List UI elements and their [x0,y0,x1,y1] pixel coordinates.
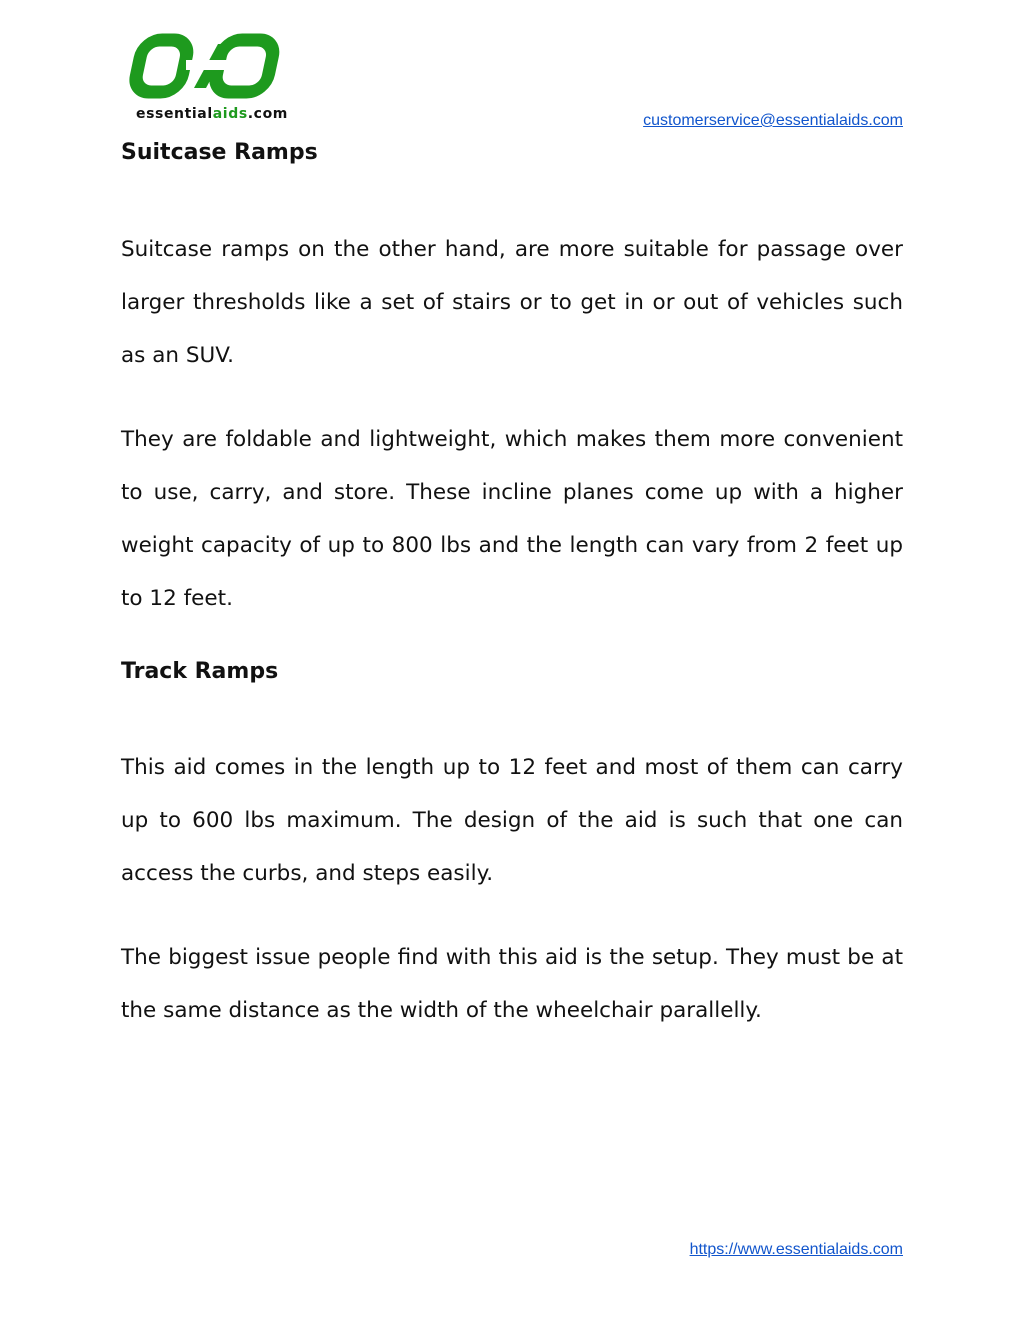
section-heading-track-ramps: Track Ramps [121,659,279,684]
document-body [121,138,903,1037]
paragraph: The biggest issue people find with this aid is the setup. They must be at the same distance as the width of the wheelchair parallelly. [121,945,903,1023]
section-heading-suitcase-ramps: Suitcase Ramps [121,140,318,165]
essentialaids-logo-mark [122,30,302,100]
paragraph: They are foldable and lightweight, which makes them more convenient to use, carry, and store. These incline planes come up with a higher weight capacity of up to 800 lbs and the length can vary from 2 feet up to 12 feet. [121,427,903,611]
paragraph: Suitcase ramps on the other hand, are more suitable for passage over larger thresholds like a set of stairs or to get in or out of vehicles such as an SUV. [121,237,903,368]
customer-service-email-link[interactable]: customerservice@essentialaids.com [643,112,903,129]
paragraph: This aid comes in the length up to 12 feet and most of them can carry up to 600 lbs maximum. The design of the aid is such that one can access the curbs, and steps easily. [121,755,903,886]
logo [122,30,302,125]
logo-wordmark: essentialaids.com [135,106,288,122]
website-link[interactable]: https://www.essentialaids.com [689,1241,903,1258]
